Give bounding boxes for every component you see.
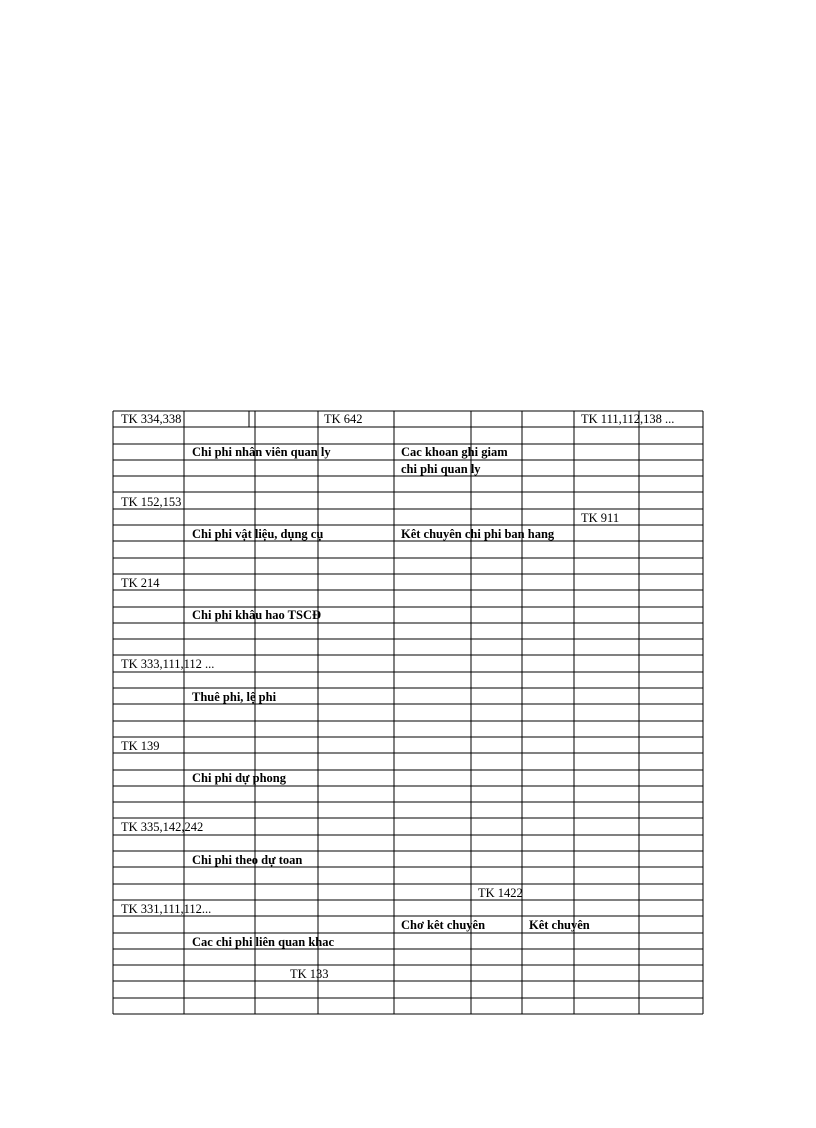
entry-transfer-sales-cost: Kêt chuyên chi phi ban hang — [401, 527, 555, 541]
account-tk-335-142-242: TK 335,142,242 — [121, 820, 204, 834]
entry-provision-cost: Chi phi dự phong — [192, 771, 287, 785]
account-tk-642: TK 642 — [324, 412, 363, 426]
account-tk-334-338: TK 334,338 — [121, 412, 182, 426]
entry-estimated-cost: Chi phi theo dự toan — [192, 853, 303, 867]
entry-staff-cost: Chi phi nhân viên quan ly — [192, 445, 331, 459]
entry-other-costs: Cac chi phi liên quan khac — [192, 935, 335, 949]
account-tk-111-112-138: TK 111,112,138 ... — [581, 412, 675, 426]
entry-transfer: Kêt chuyên — [529, 918, 590, 932]
entry-taxes-fees: Thuê phi, lệ phi — [192, 690, 277, 704]
account-tk-331-111-112: TK 331,111,112... — [121, 902, 212, 916]
entry-reductions-line2: chi phi quan ly — [401, 462, 481, 476]
account-tk-139: TK 139 — [121, 739, 160, 753]
entry-awaiting-transfer: Chơ kêt chuyên — [401, 918, 486, 932]
account-tk-333-111-112: TK 333,111,112 ... — [121, 657, 215, 671]
account-tk-1422: TK 1422 — [478, 886, 523, 900]
account-tk-133: TK 133 — [290, 967, 329, 981]
account-tk-911: TK 911 — [581, 511, 620, 525]
entry-materials-cost: Chi phi vật liệu, dụng cụ — [192, 527, 324, 541]
account-tk-214: TK 214 — [121, 576, 160, 590]
entry-reductions-line1: Cac khoan ghi giam — [401, 445, 508, 459]
entry-depreciation-cost: Chi phi khâu hao TSCĐ — [192, 608, 322, 622]
account-tk-152-153: TK 152,153 — [121, 495, 182, 509]
